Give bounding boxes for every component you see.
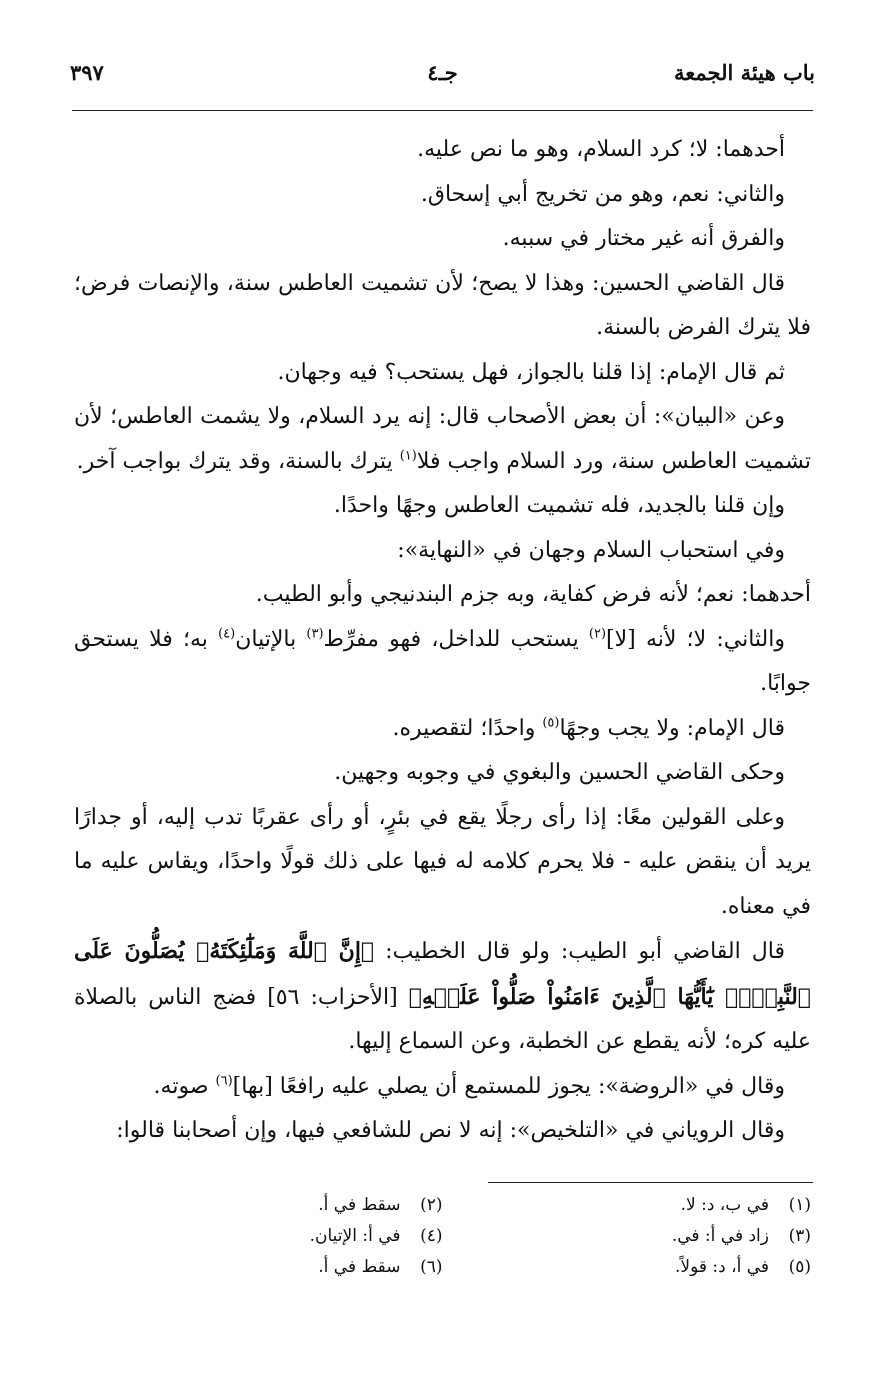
header-divider [72,110,813,111]
footnote-marker[interactable]: (٢) [588,626,607,642]
footnote-marker[interactable]: (٥) [542,715,560,731]
footnote-number: (١) [788,1195,811,1215]
paragraph: أحدهما: لا؛ كرد السلام، وهو ما نص عليه. [417,137,785,162]
footnote-number: (٢) [420,1195,443,1215]
paragraph: وحكى القاضي الحسين والبغوي في وجوبه وجهين. [334,760,785,785]
footnote [443,1252,812,1283]
text-run: واحدًا؛ لتقصيره. [392,715,543,741]
paragraph: وعلى القولين معًا: إذا رأى رجلًا يقع في بئرٍ، أو رأى عقربًا تدب إليه، أو جدارًا يريد أن ينقض عليه - فلا يحرم كلامه له فيها على ذلك قولًا واحدًا، ويقاس عليه ما في معناه. [74,804,811,919]
text-run: يترك بالسنة، وقد يترك بواجب آخر. [76,448,400,474]
footnote [74,1190,443,1221]
footnote [443,1190,812,1221]
paragraph: وقال الروياني في «التلخيص»: إنه لا نص للشافعي فيها، وإن أصحابنا قالوا: [116,1118,785,1143]
footnote-marker[interactable]: (١) [399,448,417,464]
paragraph [74,707,811,752]
paragraph: وفي استحباب السلام وجهان في «النهاية»: [397,537,785,563]
footnote-row [74,1221,811,1252]
footnote-text: زاد في أ: في. [671,1226,769,1246]
footnotes [74,1190,811,1283]
footnote-text: في ب، د: لا. [680,1195,769,1215]
text-run: صوته. [153,1073,216,1099]
footnote-text: في أ: الإتيان. [309,1226,401,1246]
paragraph: وإن قلنا بالجديد، فله تشميت العاطس وجهًا واحدًا. [333,493,785,518]
footnote-divider [488,1182,813,1183]
paragraph: والفرق أنه غير مختار في سببه. [502,226,785,251]
text-run: [الأحزاب: ٥٦] فضج الناس بالصلاة عليه كره؛ لأنه يقطع عن الخطبة، وعن السماع إليها. [74,984,811,1054]
main-text [74,128,811,1154]
paragraph [74,395,811,484]
text-run: به؛ فلا يستحق جوابًا. [74,626,811,696]
text-run: بالإتيان [235,626,307,652]
paragraph: ثم قال الإمام: إذا قلنا بالجواز، فهل يستحب؟ فيه وجهان. [277,359,785,385]
text-run: وقال في «الروضة»: يجوز للمستمع أن يصلي عليه رافعًا [بها] [232,1073,785,1099]
paragraph [74,618,811,707]
footnote-text: سقط في أ. [318,1257,401,1277]
text-run: يستحب للداخل، فهو مفرِّط [323,626,589,652]
footnote-text: سقط في أ. [318,1195,401,1215]
chapter-title: باب هيئة الجمعة [674,60,815,85]
paragraph: والثاني: نعم، وهو من تخريج أبي إسحاق. [420,181,785,207]
text-run: قال الإمام: ولا يجب وجهًا [559,715,785,741]
footnote [74,1252,443,1283]
footnote [74,1221,443,1252]
footnote-number: (٣) [788,1226,811,1246]
quran-verse: ﴿إِنَّ ٱللَّهَ وَمَلَٰٓئِكَتَهُۥ يُصَلُّونَ عَلَى ٱلنَّبِيِّۚ يَٰٓأَيُّهَا ٱلَّذِينَ ءَامَنُواْ صَلُّواْ عَلَيۡهِ﴾ [74,938,812,1010]
page-number: ٣٩٧ [70,60,104,85]
footnote-marker[interactable]: (٦) [215,1073,233,1089]
running-header [70,60,815,100]
paragraph [74,929,811,1065]
paragraph: قال القاضي الحسين: وهذا لا يصح؛ لأن تشميت العاطس سنة، والإنصات فرض؛ فلا يترك الفرض بالسنة. [74,270,811,340]
footnote-number: (٦) [420,1257,443,1277]
volume-label: جـ٤ [427,60,458,85]
footnote-row [74,1190,811,1221]
footnote-number: (٤) [420,1226,443,1246]
footnote-marker[interactable]: (٣) [306,626,324,642]
paragraph: أحدهما: نعم؛ لأنه فرض كفاية، وبه جزم البندنيجي وأبو الطيب. [255,582,811,607]
text-run: وعن «البيان»: أن بعض الأصحاب قال: إنه يرد السلام، ولا يشمت العاطس؛ لأن تشميت العاطس سنة، ورد السلام واجب فلا [74,404,811,474]
paragraph [74,1065,811,1110]
footnote-row [74,1252,811,1283]
footnote-text: في أ، د: قولاً. [674,1257,769,1277]
footnote-number: (٥) [788,1257,811,1277]
footnote-marker[interactable]: (٤) [218,626,236,642]
footnote [443,1221,812,1252]
text-run: قال القاضي أبو الطيب: ولو قال الخطيب: [374,939,785,964]
text-run: والثاني: لا؛ لأنه [لا] [606,626,785,652]
